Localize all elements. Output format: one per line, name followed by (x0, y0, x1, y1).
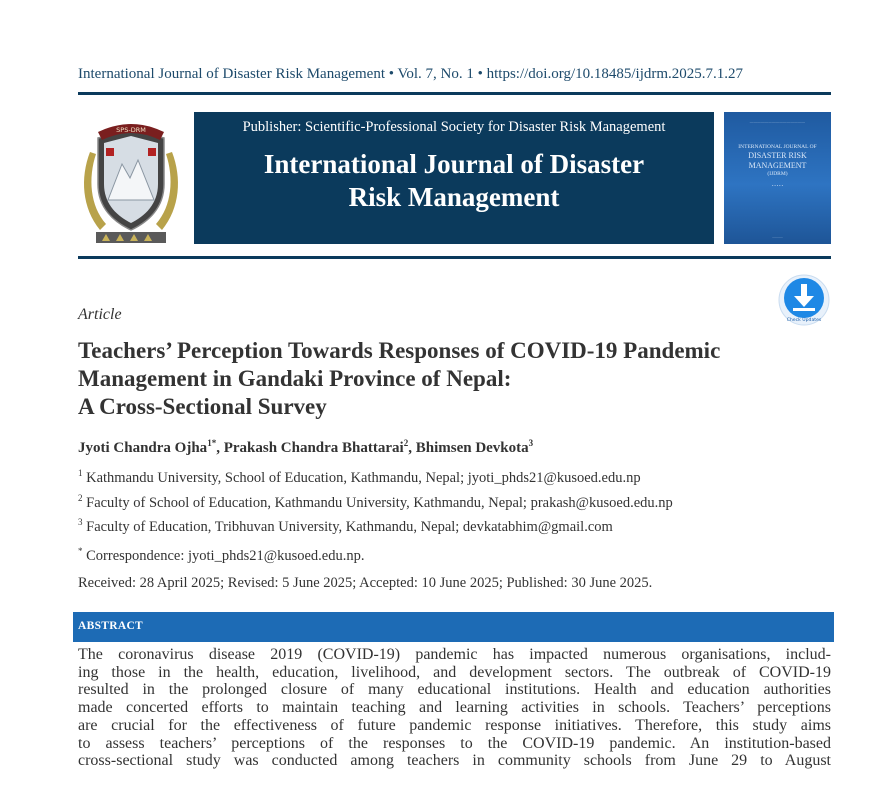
cover-abbreviation: (IJDRM) (767, 171, 788, 177)
article-title-line-3: A Cross-Sectional Survey (78, 394, 327, 419)
author-list: Jyoti Chandra Ojha$^{1*}$, Prakash Chandra Bhattarai$^2$, Bhimsen Devkota$^3$ (78, 438, 534, 456)
publication-dates: Received: 28 April 2025; Revised: 5 June 2025; Accepted: 10 June 2025; Published: 30 June 2025. (78, 575, 653, 591)
article-type-label: Article (78, 306, 122, 323)
abstract-line: to assess teachers’ perceptions of the responses to the COVID-19 pandemic. An institution-based (78, 734, 831, 752)
author-name: Prakash Chandra Bhattarai (223, 440, 404, 456)
author-name: Bhimsen Devkota (415, 440, 529, 456)
abstract-line: ing those in the health, education, livelihood, and development sectors. The outbreak of COVID-19 (78, 663, 831, 681)
journal-name (194, 148, 714, 214)
abstract-line: cross-sectional study was conducted among teachers in community schools from June 29 to August (78, 752, 831, 770)
abstract-line: The coronavirus disease 2019 (COVID-19) pandemic has impacted numerous organisations, includ- (78, 646, 831, 663)
cover-title-line-3: MANAGEMENT (748, 161, 807, 170)
header-bottom-rule (78, 256, 831, 259)
article-title-line-1: Teachers’ Perception Towards Responses of COVID-19 Pandemic (78, 338, 721, 363)
society-seal-logo (78, 112, 184, 246)
correspondence-text: Correspondence: jyoti_phds21@kusoed.edu.np. (86, 547, 365, 564)
author-mark: 2 (403, 438, 409, 448)
abstract-line: resulted in the prolonged closure of many educational institutions. Health and education authorities (78, 681, 831, 699)
journal-cover-thumbnail (724, 112, 831, 244)
abstract-line: are crucial for the effectiveness of future pandemic response initiatives. Therefore, this study aims (78, 716, 831, 734)
cover-title-line-1: INTERNATIONAL JOURNAL OF (738, 144, 817, 150)
author-mark: 3 (528, 438, 534, 448)
affiliation-text: Faculty of Education, Tribhuvan University, Kathmandu, Nepal; devkatabhim@gmail.com (86, 518, 613, 535)
cover-volume-dots: • • • • • (771, 183, 783, 188)
journal-name-line-2: Risk Management (348, 182, 560, 212)
abstract-heading: ABSTRACT (78, 620, 144, 632)
header-top-rule (78, 92, 831, 95)
correspondence-mark: * (78, 546, 83, 556)
abstract-heading-bar (73, 612, 834, 642)
publisher-line: Publisher: Scientific-Professional Society for Disaster Risk Management (242, 119, 666, 135)
cover-header-text: ——————————————— (749, 120, 806, 124)
abstract-text (78, 646, 831, 770)
journal-citation-line: International Journal of Disaster Risk Management • Vol. 7, No. 1 • https://doi.org/10.18485/ijdrm.2025.7.1.27 (78, 66, 744, 82)
check-updates-button[interactable] (778, 274, 830, 326)
author-name: Jyoti Chandra Ojha (78, 440, 208, 456)
affiliation-text: Faculty of School of Education, Kathmandu University, Kathmandu, Nepal; prakash@kusoed.edu.np (86, 494, 673, 511)
cover-title-line-2: DISASTER RISK (748, 151, 807, 160)
correspondence-line (78, 546, 364, 565)
journal-name-line-1: International Journal of Disaster (263, 149, 645, 179)
affiliation-1 (78, 468, 641, 487)
article-title-line-2: Management in Gandaki Province of Nepal: (78, 366, 512, 391)
journal-banner (194, 112, 714, 244)
affiliation-3 (78, 517, 613, 536)
seal-banner-text: SPS-DRM (116, 126, 146, 134)
abstract-line: made concerted efforts to maintain teaching and learning activities in schools. Teachers’ perceptions (78, 699, 831, 717)
article-title (78, 337, 838, 421)
affiliation-text: Kathmandu University, School of Education, Kathmandu, Nepal; jyoti_phds21@kusoed.edu.np (86, 469, 641, 486)
affiliation-mark: 2 (78, 493, 83, 503)
affiliation-mark: 1 (78, 468, 83, 478)
cover-date-text: ——— (772, 235, 783, 239)
affiliation-mark: 3 (78, 517, 83, 527)
affiliation-2 (78, 493, 673, 512)
author-mark: 1* (207, 438, 217, 448)
check-updates-label: Check Updates (786, 318, 822, 323)
